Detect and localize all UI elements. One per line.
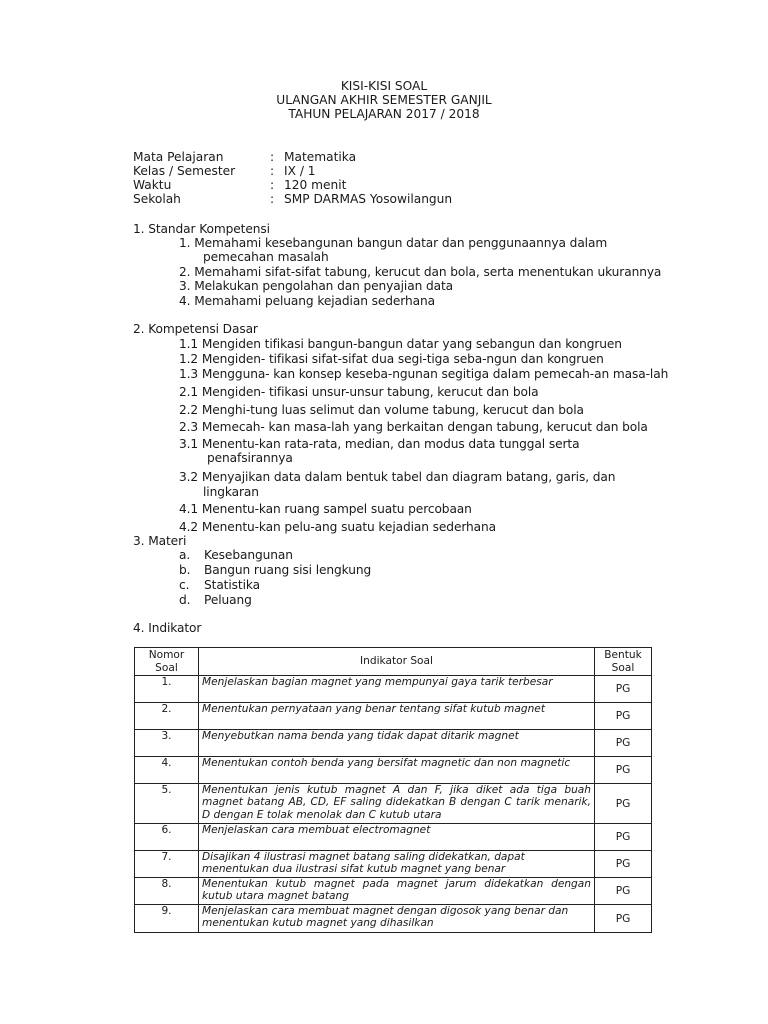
header-bentuk-soal bbox=[595, 648, 652, 676]
info-colon: : bbox=[270, 192, 275, 206]
info-value-time: 120 menit bbox=[284, 178, 347, 192]
document-year: TAHUN PELAJARAN 2017 / 2018 bbox=[288, 107, 480, 121]
info-value-subject: Matematika bbox=[284, 150, 357, 164]
info-colon: : bbox=[270, 164, 275, 178]
section-heading-standar-kompetensi: 1. Standar Kompetensi bbox=[133, 222, 270, 236]
header-indikator-soal: Indikator Soal bbox=[199, 648, 595, 676]
section-heading-materi: 3. Materi bbox=[133, 534, 187, 548]
row-indikator: Menjelaskan cara membuat electromagnet bbox=[199, 824, 595, 851]
row-indikator: Disajikan 4 ilustrasi magnet batang saling didekatkan, dapat menentukan dua ilustrasi sifat kutub magnet yang benar bbox=[199, 851, 595, 878]
table-row bbox=[135, 784, 652, 824]
kd-item: 2.3 Memecah- kan masa-lah yang berkaitan dengan tabung, kerucut dan bola bbox=[179, 420, 648, 434]
kd-item-continuation: penafsirannya bbox=[207, 451, 293, 465]
info-label-school: Sekolah bbox=[133, 192, 181, 206]
sk-item: 2. Memahami sifat-sifat tabung, kerucut dan bola, serta menentukan ukurannya bbox=[179, 265, 662, 279]
materi-item: Bangun ruang sisi lengkung bbox=[204, 563, 372, 577]
table-row bbox=[135, 878, 652, 905]
info-colon: : bbox=[270, 178, 275, 192]
document-title: KISI-KISI SOAL bbox=[340, 79, 428, 93]
info-label-class: Kelas / Semester bbox=[133, 164, 236, 178]
document-subtitle: ULANGAN AKHIR SEMESTER GANJIL bbox=[276, 93, 492, 107]
row-indikator: Menentukan pernyataan yang benar tentang sifat kutub magnet bbox=[199, 703, 595, 730]
kd-item: 4.2 Menentu-kan pelu-ang suatu kejadian sederhana bbox=[179, 520, 497, 534]
materi-item: Statistika bbox=[204, 578, 260, 592]
table-header-row bbox=[135, 648, 652, 676]
row-bentuk: PG bbox=[595, 851, 652, 878]
materi-letter: d. bbox=[179, 593, 191, 607]
table-row bbox=[135, 703, 652, 730]
kd-item: 1.1 Mengiden tifikasi bangun-bangun datar yang sebangun dan kongruen bbox=[179, 337, 622, 351]
info-label-time: Waktu bbox=[133, 178, 172, 192]
info-value-class: IX / 1 bbox=[284, 164, 316, 178]
row-bentuk: PG bbox=[595, 824, 652, 851]
row-bentuk: PG bbox=[595, 905, 652, 933]
info-colon: : bbox=[270, 150, 275, 164]
row-indikator: Menentukan kutub magnet pada magnet jarum didekatkan dengan kutub utara magnet batang bbox=[199, 878, 595, 905]
row-number: 4. bbox=[135, 757, 199, 784]
kd-item: 2.2 Menghi-tung luas selimut dan volume tabung, kerucut dan bola bbox=[179, 403, 584, 417]
header-nomor-line2: Soal bbox=[155, 661, 178, 674]
row-number: 8. bbox=[135, 878, 199, 905]
materi-letter: b. bbox=[179, 563, 191, 577]
header-bentuk-line1: Bentuk bbox=[604, 648, 642, 661]
section-heading-indikator: 4. Indikator bbox=[133, 621, 202, 635]
header-nomor-line1: Nomor bbox=[148, 648, 185, 661]
kd-item: 1.3 Mengguna- kan konsep keseba-ngunan segitiga dalam pemecah-an masa-lah bbox=[179, 367, 669, 381]
row-number: 5. bbox=[135, 784, 199, 824]
row-bentuk: PG bbox=[595, 784, 652, 824]
kd-item-continuation: lingkaran bbox=[203, 485, 259, 499]
indikator-table bbox=[134, 647, 652, 933]
table-row bbox=[135, 851, 652, 878]
kd-item: 2.1 Mengiden- tifikasi unsur-unsur tabung, kerucut dan bola bbox=[179, 385, 539, 399]
row-number: 6. bbox=[135, 824, 199, 851]
header-bentuk-line2: Soal bbox=[611, 661, 635, 674]
table-row bbox=[135, 730, 652, 757]
table-row bbox=[135, 676, 652, 703]
row-indikator: Menyebutkan nama benda yang tidak dapat ditarik magnet bbox=[199, 730, 595, 757]
kd-item: 4.1 Menentu-kan ruang sampel suatu percobaan bbox=[179, 502, 472, 516]
sk-item: 1. Memahami kesebangunan bangun datar dan penggunaannya dalam bbox=[179, 236, 608, 250]
info-value-school: SMP DARMAS Yosowilangun bbox=[284, 192, 453, 206]
materi-item: Kesebangunan bbox=[204, 548, 293, 562]
row-bentuk: PG bbox=[595, 757, 652, 784]
header-nomor-soal bbox=[135, 648, 199, 676]
row-bentuk: PG bbox=[595, 703, 652, 730]
row-number: 7. bbox=[135, 851, 199, 878]
sk-item: 4. Memahami peluang kejadian sederhana bbox=[179, 294, 435, 308]
row-number: 9. bbox=[135, 905, 199, 933]
info-label-subject: Mata Pelajaran bbox=[133, 150, 224, 164]
kd-item: 3.2 Menyajikan data dalam bentuk tabel dan diagram batang, garis, dan bbox=[179, 470, 616, 484]
row-bentuk: PG bbox=[595, 730, 652, 757]
materi-item: Peluang bbox=[204, 593, 252, 607]
row-bentuk: PG bbox=[595, 676, 652, 703]
materi-letter: c. bbox=[179, 578, 190, 592]
row-bentuk: PG bbox=[595, 878, 652, 905]
row-number: 1. bbox=[135, 676, 199, 703]
sk-item-continuation: pemecahan masalah bbox=[203, 250, 329, 264]
table-row bbox=[135, 905, 652, 933]
row-indikator: Menjelaskan cara membuat magnet dengan digosok yang benar dan menentukan kutub magnet yang dihasilkan bbox=[199, 905, 595, 933]
table-row bbox=[135, 757, 652, 784]
materi-letter: a. bbox=[179, 548, 191, 562]
row-number: 2. bbox=[135, 703, 199, 730]
section-heading-kompetensi-dasar: 2. Kompetensi Dasar bbox=[133, 322, 258, 336]
kd-item: 3.1 Menentu-kan rata-rata, median, dan modus data tunggal serta bbox=[179, 437, 580, 451]
table-row bbox=[135, 824, 652, 851]
sk-item: 3. Melakukan pengolahan dan penyajian data bbox=[179, 279, 454, 293]
kd-item: 1.2 Mengiden- tifikasi sifat-sifat dua segi-tiga seba-ngun dan kongruen bbox=[179, 352, 604, 366]
row-number: 3. bbox=[135, 730, 199, 757]
row-indikator: Menjelaskan bagian magnet yang mempunyai gaya tarik terbesar bbox=[199, 676, 595, 703]
row-indikator: Menentukan contoh benda yang bersifat magnetic dan non magnetic bbox=[199, 757, 595, 784]
row-indikator: Menentukan jenis kutub magnet A dan F, jika diket ada tiga buah magnet batang AB, CD, EF saling didekatkan B dengan C tarik menarik, D dengan E tolak menolak dan C kutub utara bbox=[199, 784, 595, 824]
